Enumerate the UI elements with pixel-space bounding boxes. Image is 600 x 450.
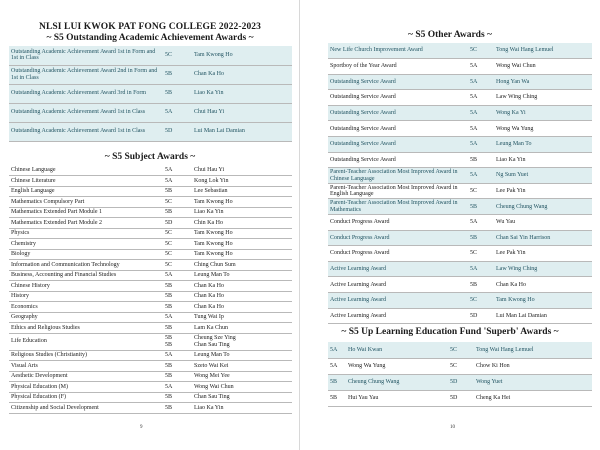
class-code: 5B [161, 65, 192, 84]
class-code: 5A [161, 165, 192, 176]
section-heading-outstanding-academic: ~ S5 Outstanding Academic Achievement Awards ~ [46, 33, 254, 43]
student-name [192, 333, 292, 350]
class-code: 5C [161, 239, 192, 250]
student-name: Wong Wai Chun [494, 59, 592, 75]
class-code: 5A [466, 215, 494, 231]
class-code: 5B [161, 281, 192, 292]
award-name: Outstanding Service Award [328, 121, 466, 137]
class-code: 5B [161, 84, 192, 103]
table-row [328, 342, 592, 358]
award-name: Conduct Progress Award [328, 230, 466, 246]
class-code: 5A [161, 312, 192, 323]
subject-awards-table [9, 165, 292, 414]
subject-name: Business, Accounting and Financial Studies [9, 270, 161, 281]
class-code [161, 333, 192, 350]
award-name: Outstanding Service Award [328, 74, 466, 90]
student-name: Tam Kwong Ho [192, 228, 292, 239]
subject-name: Information and Communication Technology [9, 260, 161, 271]
subject-name: Ethics and Religious Studies [9, 323, 161, 334]
award-name: Outstanding Academic Achievement Award 3rd in Form [9, 84, 161, 103]
student-name: Lee Sebastian [192, 186, 292, 197]
table-row [328, 168, 592, 184]
class-code: 5A [328, 358, 346, 374]
class-code: 5A [466, 168, 494, 184]
class-code: 5B [161, 323, 192, 334]
table-row [328, 105, 592, 121]
student-name: Cheung Chung Wang [494, 199, 592, 215]
award-name: Conduct Progress Award [328, 215, 466, 231]
student-name: Cheung Chung Wang [346, 374, 446, 390]
class-code: 5B [161, 361, 192, 372]
table-row [328, 277, 592, 293]
student-name: Wong Yuet [474, 374, 592, 390]
class-code: 5A [161, 176, 192, 187]
class-code: 5C [466, 43, 494, 59]
student-name: Tam Kwong Ho [192, 249, 292, 260]
award-name: Outstanding Academic Achievement Award 1st in Class [9, 103, 161, 122]
outstanding-academic-table [9, 46, 292, 142]
class-code: 5B [466, 277, 494, 293]
subject-name: Physics [9, 228, 161, 239]
class-code: 5B [165, 335, 173, 342]
subject-name: Chinese Literature [9, 176, 161, 187]
class-code: 5B [466, 152, 494, 168]
class-code: 5A [466, 90, 494, 106]
student-name: Chan Sau Ting [192, 392, 292, 403]
class-code: 5C [161, 260, 192, 271]
table-row [9, 270, 292, 281]
table-row [328, 261, 592, 277]
class-code: 5C [466, 183, 494, 199]
award-name: Outstanding Academic Achievement Award 1st in Form and 1st in Class [9, 46, 161, 65]
class-code: 5C [161, 46, 192, 65]
student-name: Lam Ka Chun [192, 323, 292, 334]
table-row [9, 122, 292, 141]
table-row [328, 121, 592, 137]
student-name: Lui Man Lai Damian [192, 122, 292, 141]
student-name: Wu Yau [494, 215, 592, 231]
class-code: 5B [161, 186, 192, 197]
award-name: Parent-Teacher Association Most Improved Award in English Language [328, 183, 466, 199]
class-code: 5D [161, 218, 192, 229]
table-row [9, 291, 292, 302]
student-name: Tam Kwong Ho [192, 197, 292, 208]
subject-name: Aesthetic Development [9, 371, 161, 382]
student-name: Cheung Sze Ying [194, 335, 236, 342]
student-name: Chan Sai Yin Harrison [494, 230, 592, 246]
subject-name: Visual Arts [9, 361, 161, 372]
table-row [9, 323, 292, 334]
class-code: 5A [466, 121, 494, 137]
student-name: Lui Man Lai Damian [494, 308, 592, 324]
table-row [328, 230, 592, 246]
student-name: Tam Kwong Ho [494, 293, 592, 309]
table-row [328, 358, 592, 374]
class-code: 5D [446, 390, 474, 406]
award-name: Outstanding Academic Achievement Award 2nd in Form and 1st in Class [9, 65, 161, 84]
table-row [328, 152, 592, 168]
class-code: 5A [328, 342, 346, 358]
class-code: 5B [161, 302, 192, 313]
table-row [9, 333, 292, 350]
class-code: 5A [466, 261, 494, 277]
subject-name: Economics [9, 302, 161, 313]
class-code: 5A [466, 74, 494, 90]
award-name: Outstanding Service Award [328, 152, 466, 168]
table-row [9, 302, 292, 313]
class-code: 5C [446, 342, 474, 358]
student-name: Wong Ka Yi [494, 105, 592, 121]
student-name: Wong Wai Chun [192, 382, 292, 393]
subject-name: Citizenship and Social Development [9, 403, 161, 414]
student-name: Tong Wai Hang Lemuel [494, 43, 592, 59]
class-code: 5D [446, 374, 474, 390]
subject-name: Mathematics Compulsory Part [9, 197, 161, 208]
class-code: 5C [161, 228, 192, 239]
student-name: Chan Ka Ho [192, 281, 292, 292]
table-row [328, 59, 592, 75]
table-row [9, 165, 292, 176]
student-name: Chan Ka Ho [192, 291, 292, 302]
student-name: Leung Man To [192, 270, 292, 281]
table-row [9, 382, 292, 393]
table-row [328, 183, 592, 199]
subject-name: Chemistry [9, 239, 161, 250]
student-name: Chan Ka Ho [192, 65, 292, 84]
table-row [9, 361, 292, 372]
student-name: Chan Ka Ho [494, 277, 592, 293]
student-name: Liao Ka Yin [192, 207, 292, 218]
student-name: Tung Wai Ip [192, 312, 292, 323]
section-heading-up-learning: ~ S5 Up Learning Education Fund 'Superb' Awards ~ [341, 327, 559, 337]
table-row [9, 371, 292, 382]
student-name: Leung Man To [494, 137, 592, 153]
table-row [328, 246, 592, 262]
student-name: Tam Kwong Ho [192, 239, 292, 250]
student-name: Lee Pak Yin [494, 246, 592, 262]
table-row [9, 403, 292, 414]
page-number: 10 [450, 425, 455, 430]
table-row [9, 281, 292, 292]
class-code: 5C [446, 358, 474, 374]
table-row [9, 228, 292, 239]
class-code: 5C [466, 246, 494, 262]
other-awards-table [328, 43, 592, 324]
table-row [9, 239, 292, 250]
student-name: Liao Ka Yin [192, 84, 292, 103]
student-name: Lee Pak Yin [494, 183, 592, 199]
table-row [9, 186, 292, 197]
award-name: Active Learning Award [328, 277, 466, 293]
table-row [328, 215, 592, 231]
table-row [328, 137, 592, 153]
table-row [9, 249, 292, 260]
award-name: Conduct Progress Award [328, 246, 466, 262]
award-name: Outstanding Service Award [328, 105, 466, 121]
student-name: Wong Mei Yee [192, 371, 292, 382]
student-name: Chui Hau Yi [192, 103, 292, 122]
table-row [9, 84, 292, 103]
subject-name: History [9, 291, 161, 302]
student-name: Chui Hau Yi [192, 165, 292, 176]
class-code: 5B [161, 403, 192, 414]
table-row [9, 176, 292, 187]
student-name: Cheng Ka Hei [474, 390, 592, 406]
student-name: Chow Ki Hon [474, 358, 592, 374]
table-row [328, 308, 592, 324]
student-name: Law Wing Ching [494, 90, 592, 106]
table-row [9, 46, 292, 65]
award-name: Parent-Teacher Association Most Improved Award in Chinese Language [328, 168, 466, 184]
table-row [328, 199, 592, 215]
class-code: 5A [466, 59, 494, 75]
table-row [328, 293, 592, 309]
table-row [328, 390, 592, 406]
class-code: 5B [466, 230, 494, 246]
award-name: Active Learning Award [328, 308, 466, 324]
student-name: Tong Wai Hang Lemuel [474, 342, 592, 358]
student-name: Tam Kwong Ho [192, 46, 292, 65]
class-code: 5C [161, 197, 192, 208]
page-number: 9 [140, 425, 143, 430]
subject-name: Physical Education (F) [9, 392, 161, 403]
right-page [300, 0, 600, 450]
table-row [9, 207, 292, 218]
student-name: Chan Sau Ting [194, 341, 230, 348]
class-code: 5B [466, 199, 494, 215]
student-name: Liao Ka Yin [192, 403, 292, 414]
table-row [328, 374, 592, 390]
class-code: 5B [161, 207, 192, 218]
table-row [328, 43, 592, 59]
class-code: 5A [466, 137, 494, 153]
student-name: Ho Wai Kwan [346, 342, 446, 358]
student-name: Szeto Wai Kei [192, 361, 292, 372]
table-row [328, 74, 592, 90]
class-code: 5B [161, 392, 192, 403]
table-row [9, 197, 292, 208]
award-name: Outstanding Service Award [328, 90, 466, 106]
table-row [9, 65, 292, 84]
subject-name: Life Education [9, 333, 161, 350]
class-code: 5D [466, 308, 494, 324]
award-name: Outstanding Service Award [328, 137, 466, 153]
class-code: 5A [466, 105, 494, 121]
student-name: Wong Wa Yung [494, 121, 592, 137]
subject-name: English Language [9, 186, 161, 197]
subject-name: Mathematics Extended Part Module 1 [9, 207, 161, 218]
class-code: 5C [161, 249, 192, 260]
subject-name: Religious Studies (Christianity) [9, 350, 161, 361]
student-name: Wong Wa Yung [346, 358, 446, 374]
class-code: 5B [161, 291, 192, 302]
table-row [9, 260, 292, 271]
student-name: Ng Sum Yuet [494, 168, 592, 184]
class-code: 5B [328, 390, 346, 406]
subject-name: Mathematics Extended Part Module 2 [9, 218, 161, 229]
class-code: 5C [466, 293, 494, 309]
subject-name: Geography [9, 312, 161, 323]
table-row [9, 350, 292, 361]
class-code: 5A [161, 270, 192, 281]
class-code: 5B [328, 374, 346, 390]
subject-name: Chinese History [9, 281, 161, 292]
table-row [9, 218, 292, 229]
class-code: 5A [161, 350, 192, 361]
table-row [328, 90, 592, 106]
student-name: Hui Yau Yau [346, 390, 446, 406]
section-heading-other-awards: ~ S5 Other Awards ~ [408, 30, 492, 40]
award-name: New Life Church Improvement Award [328, 43, 466, 59]
class-code: 5A [161, 103, 192, 122]
student-name: Leung Man To [192, 350, 292, 361]
subject-name: Biology [9, 249, 161, 260]
student-name: Chan Ka Ho [192, 302, 292, 313]
section-heading-subject-awards: ~ S5 Subject Awards ~ [104, 152, 196, 162]
award-name: Outstanding Academic Achievement Award 1st in Class [9, 122, 161, 141]
subject-name: Chinese Language [9, 165, 161, 176]
table-row [9, 392, 292, 403]
student-name: Liao Ka Yin [494, 152, 592, 168]
award-name: Active Learning Award [328, 261, 466, 277]
subject-name: Physical Education (M) [9, 382, 161, 393]
student-name: Kong Lok Yin [192, 176, 292, 187]
class-code: 5D [161, 122, 192, 141]
class-code: 5A [161, 382, 192, 393]
class-code: 5B [165, 341, 173, 348]
award-name: Sportboy of the Year Award [328, 59, 466, 75]
award-name: Parent-Teacher Association Most Improved Award in Mathematics [328, 199, 466, 215]
document-title: NLSI LUI KWOK PAT FONG COLLEGE 2022-2023 [39, 22, 261, 32]
up-learning-table [328, 342, 592, 407]
student-name: Hong Yan Wa [494, 74, 592, 90]
table-row [9, 103, 292, 122]
class-code: 5B [161, 371, 192, 382]
award-name: Active Learning Award [328, 293, 466, 309]
student-name: Law Wing Ching [494, 261, 592, 277]
student-name: Chin Ka Ho [192, 218, 292, 229]
student-name: Ching Chun Sum [192, 260, 292, 271]
table-row [9, 312, 292, 323]
